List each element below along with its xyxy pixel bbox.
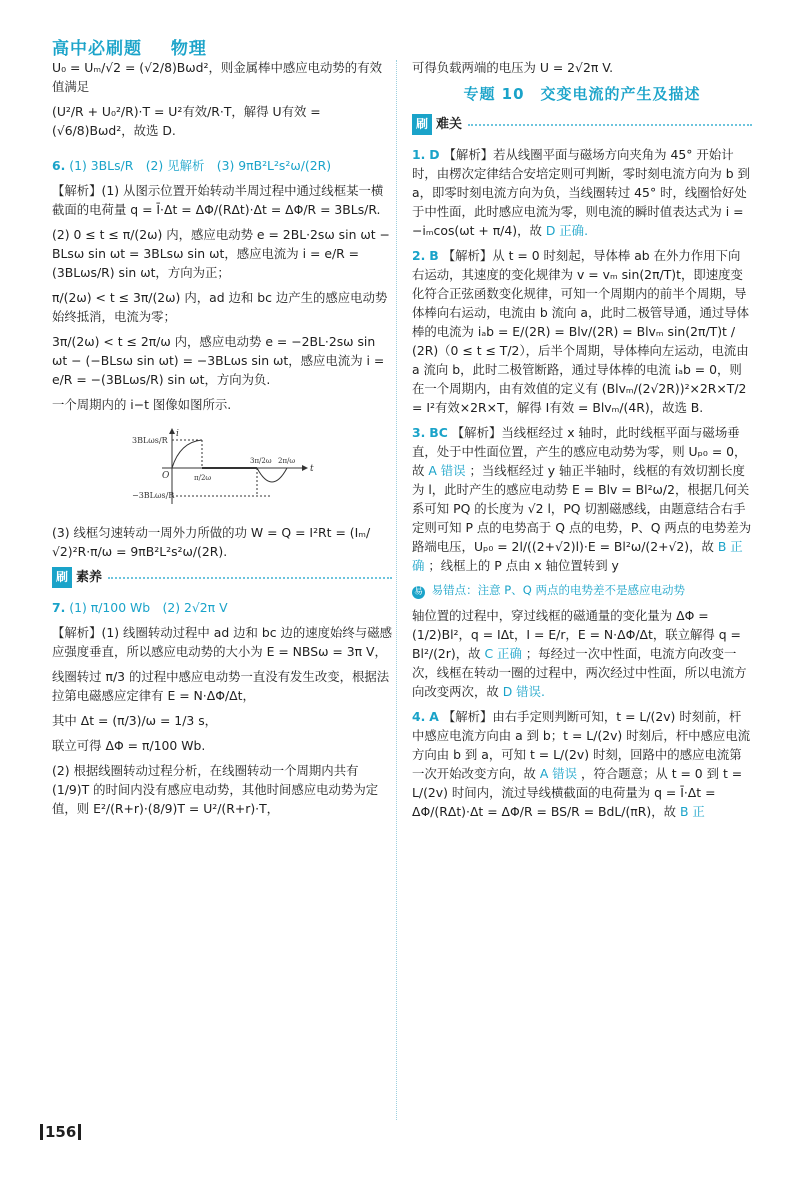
subject-title: 物理 bbox=[170, 39, 207, 59]
question-6-number: 6. bbox=[52, 158, 66, 173]
question-2-number: 2. bbox=[412, 248, 426, 263]
question-2-analysis: 【解析】从 t = 0 时刻起，导体棒 ab 在外力作用下向右运动，其速度的变化规律为 v = vₘ sin(2π/T)t，即速度变化符合正弦函数变化规律，可知一个周期内的前半个周期，导体棒向右运动，电流由 b 流向 a，此时二极管导通，通过导体棒的电流为 iₐb = E/(2R) = Blv/(2R) = Blvₘ sin(2π/T)t / (2R)（0 ≤ t ≤ T/2），后半个周期，导体棒向左运动，电流由 a 流向 b，此时二极管断路，通过导体棒的电流 iₐb = 0，则在一个周期内，由有效值的定义有 (Blvₘ/(2√2R))²×2R×T/2 = I²有效×2R×T，解得 I有效 = Blvₘ/(4R)，故选 B. bbox=[412, 248, 750, 415]
left-line-2: (U²/R + U₀²/R)·T = U²有效/R·T，解得 U有效 = (√6/8)Bωd²，故选 D. bbox=[52, 104, 321, 138]
question-3-option-b: B 正确 bbox=[412, 539, 743, 573]
y-bottom-label: −3BLωs/R bbox=[132, 491, 175, 500]
origin-label: O bbox=[162, 471, 170, 481]
question-3-analysis-e: ；每经过一次中性面，电流方向改变一次，线框在转动一圈的过程中，两次经过中性面，所以电流方向改变两次，故 bbox=[412, 646, 747, 699]
y-top-label: 3BLωs/R bbox=[132, 436, 168, 445]
section-dots bbox=[108, 577, 392, 579]
section-heading-difficult bbox=[412, 114, 752, 135]
topic-title: 专题 10 交变电流的产生及描述 bbox=[463, 85, 701, 103]
x-tick-1: π/2ω bbox=[194, 474, 212, 482]
question-4-answer: A bbox=[429, 709, 439, 724]
question-3-option-a: A 错误 bbox=[428, 463, 466, 478]
question-3-answer: BC bbox=[429, 425, 448, 440]
question-6-analysis-5: 一个周期内的 i−t 图像如图所示. bbox=[52, 397, 232, 412]
question-4-number: 4. bbox=[412, 709, 426, 724]
warning-icon: 易 bbox=[413, 587, 423, 597]
question-3-continued bbox=[412, 606, 752, 701]
left-column bbox=[52, 58, 392, 824]
section-dots bbox=[468, 124, 752, 126]
question-4-analysis-b: ，符合题意；从 t = 0 到 t = L/(2v) 时间内，流过导线横截面的电荷量为 q = Ī·Δt = ΔΦ/(RΔt)·Δt = ΔΦ/R = BS/R = BdL/(πR)，故 bbox=[412, 766, 743, 819]
question-6-analysis-2: (2) 0 ≤ t ≤ π/(2ω) 内，感应电动势 e = 2BL·2sω sin ωt − BLsω sin ωt = 3BLsω sin ωt，感应电流为 i = e/R = (3BLωs/R) sin ωt，方向为正； bbox=[52, 227, 390, 280]
question-1-conclusion: D 正确. bbox=[545, 223, 589, 238]
question-7-answer-text: (1) π/100 Wb (2) 2√2π V bbox=[69, 600, 228, 615]
question-6-answer bbox=[52, 156, 392, 175]
book-title: 高中必刷题 bbox=[52, 39, 142, 59]
question-3-note-text: 易错点：注意 P、Q 两点的电势差不是感应电动势 bbox=[431, 583, 685, 597]
positive-current-curve bbox=[172, 440, 202, 468]
question-3-analysis-a: 【解析】当线框经过 x 轴时，此时线框平面与磁场垂直，处于中性面位置，产生的感应电动势为零，则 Uₚ₀ = 0，故 bbox=[412, 425, 747, 478]
section-heading-literacy bbox=[52, 567, 392, 588]
question-1-answer: D bbox=[429, 147, 440, 162]
question-6-answer-text: (1) 3BLs/R (2) 见解析 (3) 9πB²L²s²ω/(2R) bbox=[69, 158, 332, 173]
question-4-analysis-a: 【解析】由右手定则判断可知，t = L/(2v) 时刻前，杆中感应电流方向由 a 到 b；t = L/(2v) 时刻后，杆中感应电流方向由 b 到 a，可知 t = L/(2v) 时刻，回路中的感应电流第一次开始改变方向，故 bbox=[412, 709, 751, 781]
question-4-option-b: B 正 bbox=[679, 804, 705, 819]
section-title: 难关 bbox=[436, 117, 463, 132]
i-t-graph bbox=[132, 428, 332, 508]
question-3-option-d: D 错误. bbox=[502, 684, 545, 699]
question-1-number: 1. bbox=[412, 147, 426, 162]
question-3-number: 3. bbox=[412, 425, 426, 440]
question-6-analysis-4: 3π/(2ω) < t ≤ 2π/ω 内，感应电动势 e = −2BL·2sω sin ωt − (−BLsω sin ωt) = −3BLωs sin ωt，感应电流为 i = e/R = −(3BLωs/R) sin ωt，方向为负. bbox=[52, 334, 385, 387]
question-3-analysis-c: ；线框上的 P 点由 x 轴位置转到 y bbox=[428, 558, 619, 573]
question-4-option-a: A 错误 bbox=[539, 766, 578, 781]
section-badge: 刷 bbox=[52, 567, 72, 588]
x-tick-3: 2π/ω bbox=[278, 457, 296, 465]
right-line-0: 可得负载两端的电压为 U = 2√2π V. bbox=[412, 60, 614, 75]
left-line-1: U₀ = Uₘ/√2 = (√2/8)Bωd²，则金属棒中感应电动势的有效值满足 bbox=[52, 60, 382, 94]
question-1 bbox=[412, 145, 752, 240]
question-7-analysis-3: 其中 Δt = (π/3)/ω = 1/3 s， bbox=[52, 713, 218, 728]
question-7-analysis-5: (2) 根据线圈转动过程分析，在线圈转动一个周期内共有 (1/9)T 的时间内没有感应电动势，其他时间感应电动势为定值，则 E²/(R+r)·(8/9)T = U²/(R+r)·T， bbox=[52, 763, 379, 816]
question-2-answer: B bbox=[429, 248, 439, 263]
question-2 bbox=[412, 246, 752, 417]
question-3-analysis-d: 轴位置的过程中，穿过线框的磁通量的变化量为 ΔΦ = (1/2)Bl²，q = IΔt，I = E/r，E = N·ΔΦ/Δt，联立解得 q = Bl²/(2r)，故 bbox=[412, 608, 741, 661]
question-7-answer bbox=[52, 598, 392, 617]
negative-current-curve bbox=[257, 468, 287, 482]
question-7-analysis-2: 线圈转过 π/3 的过程中感应电动势一直没有发生改变，根据法拉第电磁感应定律有 E = N·ΔΦ/Δt， bbox=[52, 669, 390, 703]
question-1-analysis: 【解析】若从线圈平面与磁场方向夹角为 45° 开始计时，由楞次定律结合安培定则可判断，零时刻电流方向为 b 到 a，即零时刻电流方向为负，当线圈转过 45° 时，线圈恰好处于中性面，此时感应电流为零，则电流的瞬时值表达式为 i = −iₘcos(ωt + π/4)，故 bbox=[412, 147, 750, 238]
question-6-analysis-3: π/(2ω) < t ≤ 3π/(2ω) 内，ad 边和 bc 边产生的感应电动势始终抵消，电流为零； bbox=[52, 290, 388, 324]
t-axis-label: t bbox=[310, 464, 314, 474]
question-3 bbox=[412, 423, 752, 575]
question-3-note bbox=[412, 581, 752, 600]
question-7-analysis-1: 【解析】(1) 线圈转动过程中 ad 边和 bc 边的速度始终与磁感应强度垂直，所以感应电动势的大小为 E = NBSω = 3π V， bbox=[52, 625, 392, 659]
right-column bbox=[412, 58, 752, 827]
question-7-analysis-4: 联立可得 ΔΦ = π/100 Wb. bbox=[52, 738, 206, 753]
question-7-number: 7. bbox=[52, 600, 66, 615]
question-6-analysis-1: 【解析】(1) 从图示位置开始转动半周过程中通过线框某一横截面的电荷量 q = Ī·Δt = ΔΦ/(RΔt)·Δt = ΔΦ/R = 3BLs/R. bbox=[52, 183, 384, 217]
i-axis-label: i bbox=[176, 429, 179, 439]
column-divider bbox=[396, 60, 397, 1120]
section-badge: 刷 bbox=[412, 114, 432, 135]
question-3-analysis-b: ；当线框经过 y 轴正半轴时，线框的有效切割长度为 l，此时产生的感应电动势 E = Blv = Bl²ω/2，根据几何关系可知 PQ 的长度为 √2 l，PQ 切割磁感线，由题意结合右手定则可知 P 点的电势高于 Q 点的电势，P、Q 两点的电势差为路端电压，Uₚ₀ = 2l/((2+√2)l)·E = Bl²ω/(2+√2)，故 bbox=[412, 463, 752, 554]
x-tick-2: 3π/2ω bbox=[250, 457, 272, 465]
question-4 bbox=[412, 707, 752, 821]
i-axis-arrow bbox=[169, 428, 175, 434]
page-number: 156 bbox=[40, 1124, 81, 1140]
t-axis-arrow bbox=[302, 465, 308, 471]
question-3-option-c: C 正确 bbox=[484, 646, 522, 661]
question-6-analysis-6: (3) 线框匀速转动一周外力所做的功 W = Q = I²Rt = (Iₘ/√2)²R·π/ω = 9πB²L²s²ω/(2R). bbox=[52, 525, 371, 559]
section-title: 素养 bbox=[76, 570, 103, 585]
page-header bbox=[52, 34, 229, 59]
